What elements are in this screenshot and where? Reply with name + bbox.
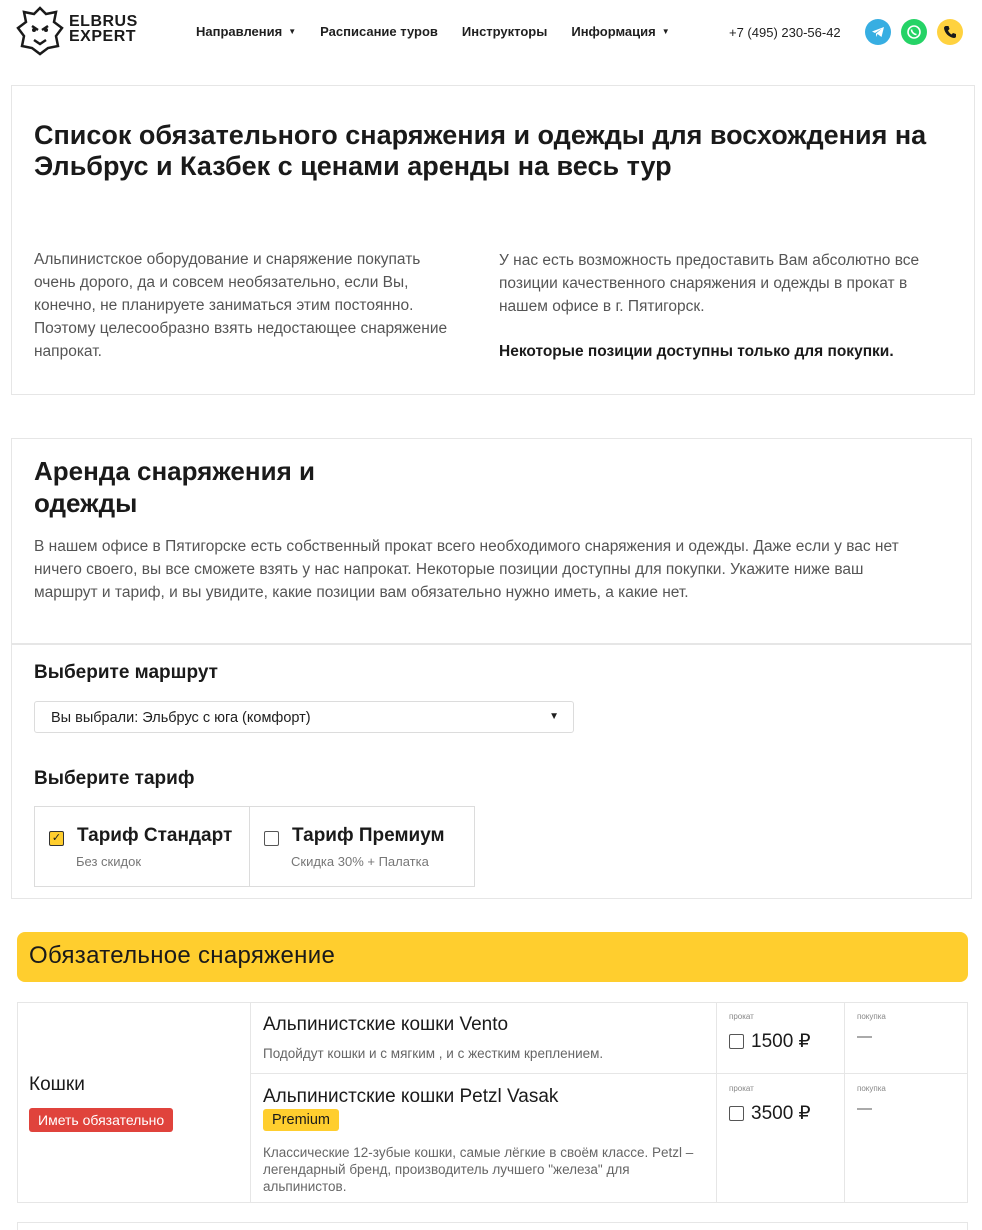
buy-label: покупка [857,1012,886,1021]
checkbox-unchecked[interactable] [729,1034,744,1049]
buy-price: — [857,1028,872,1045]
intro-right-note: Некоторые позиции доступны только для покупки. [499,343,894,360]
lion-logo-icon [16,6,64,56]
logo-line2: EXPERT [69,28,137,45]
rent-cell [716,1073,844,1203]
logo-line1: ELBRUS [69,13,138,30]
telegram-icon[interactable] [865,19,891,45]
item-description: Подойдут кошки и с мягким , и с жестким креплением. [263,1046,604,1061]
table-row [250,1002,716,1074]
buy-price: — [857,1100,872,1117]
nav-label: Информация [571,24,656,39]
nav-item-instructors[interactable] [462,24,547,39]
intro-right-text: У нас есть возможность предоставить Вам абсолютно все позиции качественного снаряжения и одежды в прокат в нашем офисе в г. Пятигорск. [499,252,920,315]
tariff-option-standard[interactable] [34,806,250,887]
main-nav [196,24,694,39]
tariff-name: Тариф Премиум [292,825,445,846]
nav-label: Расписание туров [320,24,438,39]
category-cell [17,1002,250,1203]
section-banner [17,932,968,982]
route-label: Выберите маршрут [34,662,218,683]
buy-label: покупка [857,1084,886,1093]
logo[interactable] [16,6,158,56]
buy-cell [844,1073,968,1203]
nav-item-schedule[interactable] [320,24,438,39]
site-header [0,0,982,66]
intro-left-text: Альпинистское оборудование и снаряжение покупать очень дорого, да и совсем необязательно, если Вы, конечно, не планируете заниматься этим постоянно. Поэтому целесообразно взять недостающее снаряжение напрокат. [34,251,448,360]
nav-item-directions[interactable] [196,24,296,39]
section-title: Обязательное снаряжение [29,942,336,969]
rent-cell [716,1002,844,1074]
item-title: Альпинистские кошки Petzl Vasak [263,1086,559,1107]
rental-title: Аренда снаряжения и одежды [34,456,315,518]
nav-item-information[interactable] [571,24,669,39]
checkbox-checked[interactable]: ✓ [49,831,64,846]
next-table-edge [17,1222,968,1230]
rent-price: 1500 ₽ [751,1031,811,1052]
phone-link[interactable]: +7 (495) 230-56-42 [729,25,841,40]
rent-label: прокат [729,1012,754,1021]
tariff-label: Выберите тариф [34,768,195,789]
whatsapp-icon[interactable] [901,19,927,45]
caret-down-icon: ▼ [288,27,297,36]
rental-card [11,438,972,899]
dropdown-arrow-icon: ▼ [549,711,559,722]
page-title: Список обязательного снаряжения и одежды для восхождения на Эльбрус и Казбек с ценами аренды на весь тур [34,120,927,181]
tariff-subtitle: Скидка 30% + Палатка [291,854,429,869]
equipment-table [17,1002,968,1203]
route-select[interactable] [34,701,574,733]
rent-price-option[interactable] [729,1102,811,1125]
table-row [250,1073,716,1203]
checkbox-unchecked[interactable] [264,831,279,846]
checkbox-unchecked[interactable] [729,1106,744,1121]
caret-down-icon: ▼ [661,27,670,36]
required-badge: Иметь обязательно [29,1108,173,1132]
phone-icon[interactable] [937,19,963,45]
nav-label: Направления [196,24,283,39]
rent-label: прокат [729,1084,754,1093]
category-name: Кошки [29,1074,85,1095]
rental-text: В нашем офисе в Пятигорске есть собственный прокат всего необходимого снаряжения и одежды. Даже если у вас нет ничего своего, вы все сможете взять у нас напрокат. Некоторые позиции доступны для покупки. Укажите ниже ваш маршрут и тариф, и вы увидите, какие позиции вам обязательно нужно иметь, а какие нет. [34,538,899,601]
logo-wordmark [69,14,138,44]
item-description: Классические 12-зубые кошки, самые лёгкие в своём классе. Petzl –легендарный бренд, производитель лучшего "железа" для альпинистов. [263,1145,694,1194]
divider [12,643,971,645]
premium-badge: Premium [263,1109,339,1131]
tariff-subtitle: Без скидок [76,854,141,869]
rent-price-option[interactable] [729,1030,811,1053]
intro-card [11,85,975,395]
item-title: Альпинистские кошки Vento [263,1014,509,1035]
tariff-name: Тариф Стандарт [77,825,233,846]
nav-label: Инструкторы [461,24,548,39]
route-select-value: Вы выбрали: Эльбрус с юга (комфорт) [51,710,311,726]
rent-price: 3500 ₽ [751,1103,811,1124]
tariff-option-premium[interactable] [249,806,475,887]
buy-cell [844,1002,968,1074]
